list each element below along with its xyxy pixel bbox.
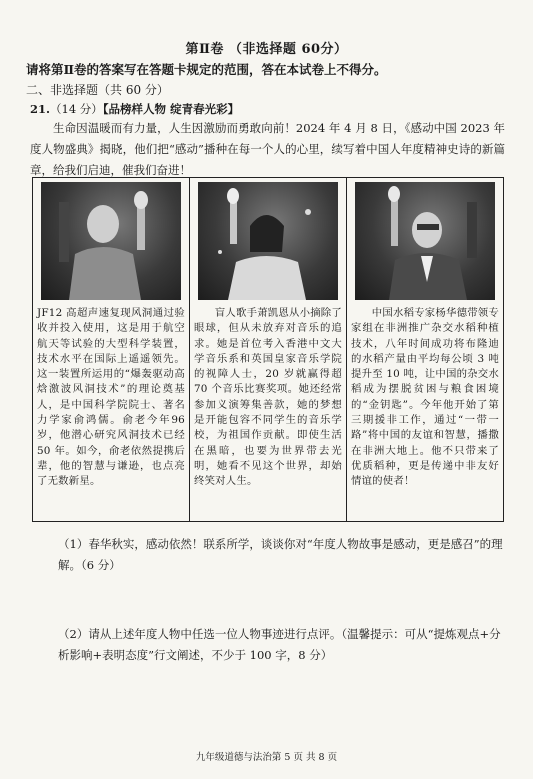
section-title: 第Ⅱ卷 （非选择题 60分） — [185, 42, 348, 57]
person-card — [347, 178, 503, 521]
person-description: 盲人歌手萧凯恩从小摘除了眼球，但从未放弃对音乐的追求。她是首位考入香港中文大学音乐系和英国皇家音乐学院的视障人士，20 岁就赢得超 70 个音乐比赛奖项。她还经常参加义演筹集善款，她的梦想是开能包容不同学生的音乐学校，为祖国作贡献。即使生活在黑暗，也要为世界带去光明，她看不见这个世界，却始终笑对人生。 — [194, 307, 342, 488]
sub-question-2: （2）请从上述年度人物中任选一位人物事迹进行点评。（温馨提示：可从“提炼观点+分析影响+表明态度”行文阐述，不少于 100 字，8 分） — [58, 627, 501, 662]
person-description: 中国水稻专家杨华德带领专家组在非洲推广杂交水稻种植技术，八年时间成功将布隆迪的水稻产量由平均每公顷 3 吨提升至 10 吨，让中国的杂交水稻成为摆脱贫困与粮食困境的“金钥匙”。今年他开始了第三期援非工作，通过“一带一路”将中国的友谊和智慧，播撒在非洲大地上。他不只带来了优质稻种，更是传递中非友好情谊的使者！ — [351, 307, 499, 488]
person-card — [190, 178, 347, 521]
page-footer: 九年级道德与法治第 5 页 共 8 页 — [195, 752, 338, 763]
person-photo — [41, 182, 181, 300]
answer-instruction: 请将第Ⅱ卷的答案写在答题卡规定的范围，答在本试卷上不得分。 — [26, 62, 387, 77]
person-card — [33, 178, 190, 521]
question-score: （14 分） — [50, 102, 103, 116]
question-heading — [30, 101, 239, 117]
question-intro: 生命因温暖而有力量，人生因激励而勇敢向前！2024 年 4 月 8 日，《感动中国 2023 年度人物盛典》揭晓，他们把“感动”播种在每一个人的心里，续写着中国人年度精神史诗的新篇章，给我们启迪，催我们奋进！ — [30, 121, 505, 177]
question-number: 21. — [30, 102, 51, 116]
person-photo — [198, 182, 338, 300]
person-cards — [32, 177, 504, 522]
part-title: 二、非选择题（共 60 分） — [26, 83, 169, 97]
sub-question-1: （1）春华秋实，感动依然！联系所学，谈谈你对“年度人物故事是感动，更是感召”的理解。（6 分） — [58, 537, 503, 572]
person-photo — [355, 182, 495, 300]
person-description: JF12 高超声速复现风洞通过验收并投入使用，这是用于航空航天等试验的大型科学装置，技术水平在国际上遥遥领先。这一装置所运用的“爆轰驱动高焓激波风洞技术”的理论奠基人，是中国科学院院士、著名力学家俞鸿儒。俞老今年96岁，他潜心研究风洞技术已经50 年。如今，俞老依然提携后辈，他的智慧与谦逊，也点亮了无数新星。 — [37, 307, 185, 488]
question-title: 【品榜样人物 绽青春光彩】 — [102, 102, 240, 116]
